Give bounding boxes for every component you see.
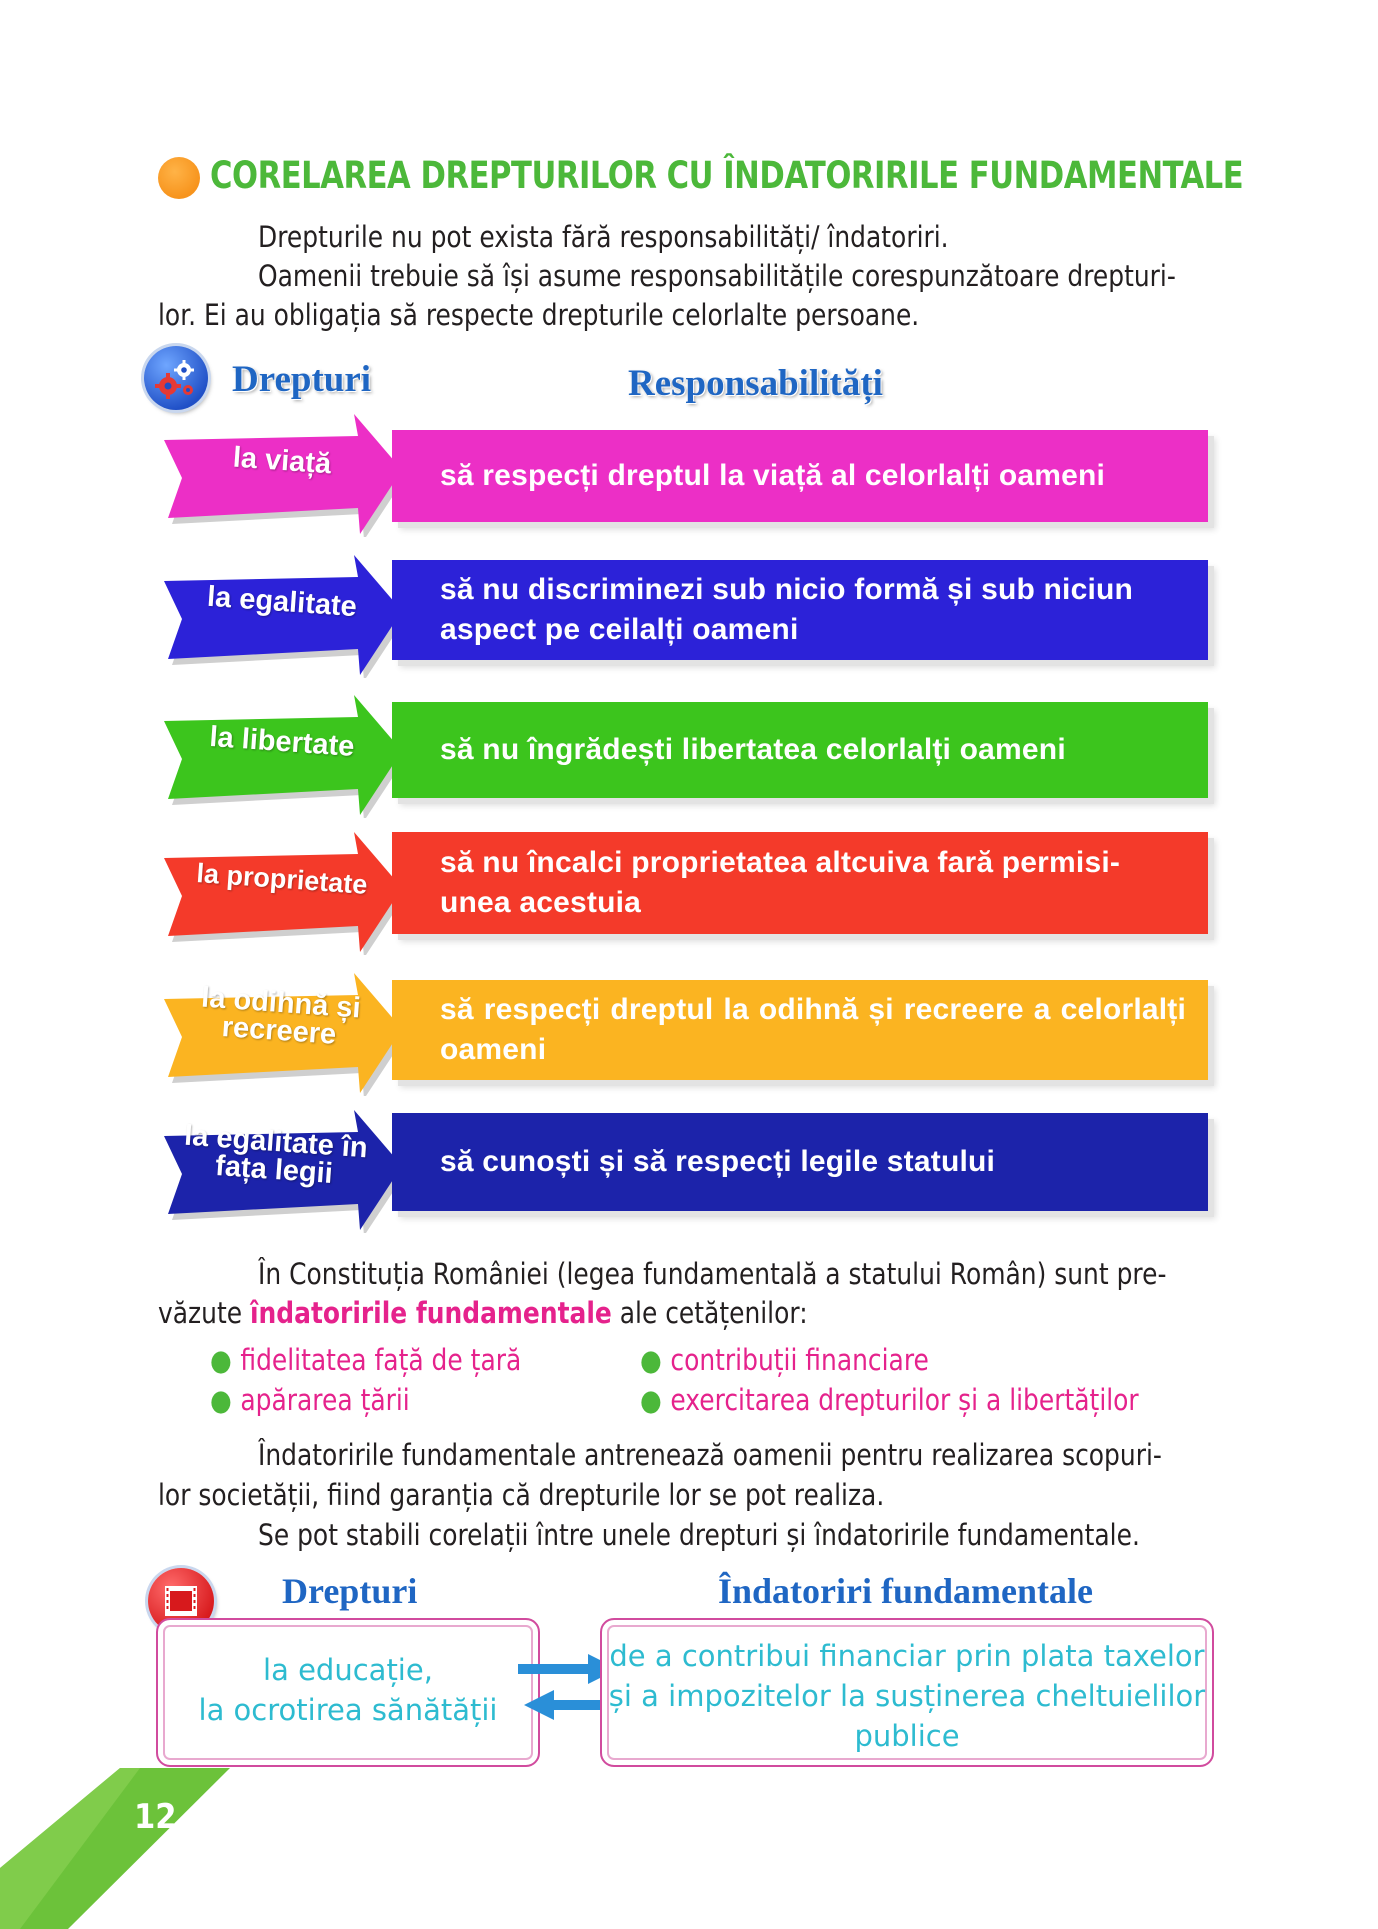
gears-icon (144, 346, 208, 410)
bullet-icon: ● (640, 1383, 662, 1417)
rights-box-line-1: la educație, (263, 1653, 433, 1687)
rights-box (156, 1618, 540, 1767)
bullet-icon: ● (210, 1343, 232, 1377)
responsibility-bar-rest (392, 980, 1208, 1080)
fundamental-duties-highlight: îndatoririle fundamentale (249, 1296, 612, 1330)
right-label: la egalitate (206, 580, 358, 624)
constitution-text: văzute (158, 1296, 250, 1330)
responsibility-text: să cunoști și să respecți legile statului (440, 1145, 996, 1178)
right-arrow-life (150, 412, 410, 537)
rights-box-line-2: la ocrotirea sănătății (198, 1693, 498, 1727)
responsibility-bar-property (392, 832, 1208, 934)
intro-line-3: lor. Ei au obligația să respecte drepturile celorlalte persoane. (158, 298, 920, 332)
rights-column-header: Drepturi (232, 359, 372, 400)
right-arrow-equality-law (150, 1108, 410, 1233)
duties-box-line-3: publice (854, 1719, 960, 1753)
rights-header-2: Drepturi (282, 1571, 418, 1611)
duty-text: fidelitatea față de țară (240, 1343, 522, 1377)
section-title: CORELAREA DREPTURILOR CU ÎNDATORIRILE FUNDAMENTALE (210, 154, 1244, 197)
closing-line-2: lor societății, fiind garanția că drepturile lor se pot realiza. (158, 1478, 885, 1512)
responsibilities-column-header: Responsabilități (628, 363, 883, 404)
responsibility-text: să nu discriminezi sub nicio formă și sub niciun aspect pe ceilalți oameni (440, 573, 1134, 646)
bullet-icon: ● (640, 1343, 662, 1377)
right-label: la egalitate în fața legii (183, 1119, 369, 1191)
duty-item (640, 1343, 929, 1377)
duties-box-line-1: de a contribui financiar prin plata taxelor (609, 1639, 1205, 1673)
intro-line-1: Drepturile nu pot exista fără responsabilități/ îndatoriri. (258, 220, 949, 254)
right-label: la odihnă și recreere (200, 981, 362, 1051)
page-number: 12 (134, 1797, 177, 1837)
duty-text: exercitarea drepturilor și a libertăților (670, 1383, 1139, 1417)
responsibility-text: să nu îngrădești libertatea celorlalți oameni (440, 733, 1066, 766)
responsibility-text: să respecți dreptul la viață al celorlalți oameni (440, 459, 1106, 492)
right-label: la libertate (208, 720, 356, 764)
duty-item (210, 1383, 410, 1417)
duty-item (640, 1383, 1139, 1417)
right-arrow-property (150, 830, 410, 955)
heading-bullet-icon (158, 157, 200, 199)
responsibility-bar-law (392, 1113, 1208, 1211)
responsibility-bar-life (392, 430, 1208, 522)
right-label: la proprietate (195, 858, 369, 900)
right-arrow-rest (150, 971, 410, 1096)
closing-line-1: Îndatoririle fundamentale antrenează oamenii pentru realizarea scopuri- (258, 1438, 1162, 1472)
right-arrow-equality (150, 553, 410, 678)
constitution-text-end: ale cetățenilor: (611, 1296, 808, 1330)
intro-line-2: Oamenii trebuie să își asume responsabilitățile corespunzătoare drepturi- (258, 259, 1176, 293)
responsibility-text: să nu încalci proprietatea altcuiva fară permisi- unea acestuia (440, 846, 1121, 919)
responsibility-bar-equality (392, 560, 1208, 660)
page-corner-triangle (0, 1768, 230, 1929)
duties-box-line-2: și a impozitelor la susținerea cheltuielilor (608, 1679, 1206, 1713)
duty-text: apărarea țării (240, 1383, 410, 1417)
bullet-icon: ● (210, 1383, 232, 1417)
responsibility-text: să respecți dreptul la odihnă și recreere a celorlalți oameni (440, 993, 1186, 1066)
closing-line-3: Se pot stabili corelații între unele drepturi și îndatoririle fundamentale. (258, 1518, 1140, 1552)
constitution-line-2 (158, 1294, 808, 1333)
duty-item (210, 1343, 521, 1377)
responsibility-bar-liberty (392, 702, 1208, 798)
duties-header-2: Îndatoriri fundamentale (718, 1571, 1094, 1611)
constitution-line-1: În Constituția României (legea fundamentală a statului Român) sunt pre- (258, 1257, 1167, 1291)
right-label: la viață (231, 441, 333, 481)
duty-text: contribuții financiare (670, 1343, 929, 1377)
duties-box (600, 1618, 1214, 1767)
right-arrow-liberty (150, 693, 410, 818)
